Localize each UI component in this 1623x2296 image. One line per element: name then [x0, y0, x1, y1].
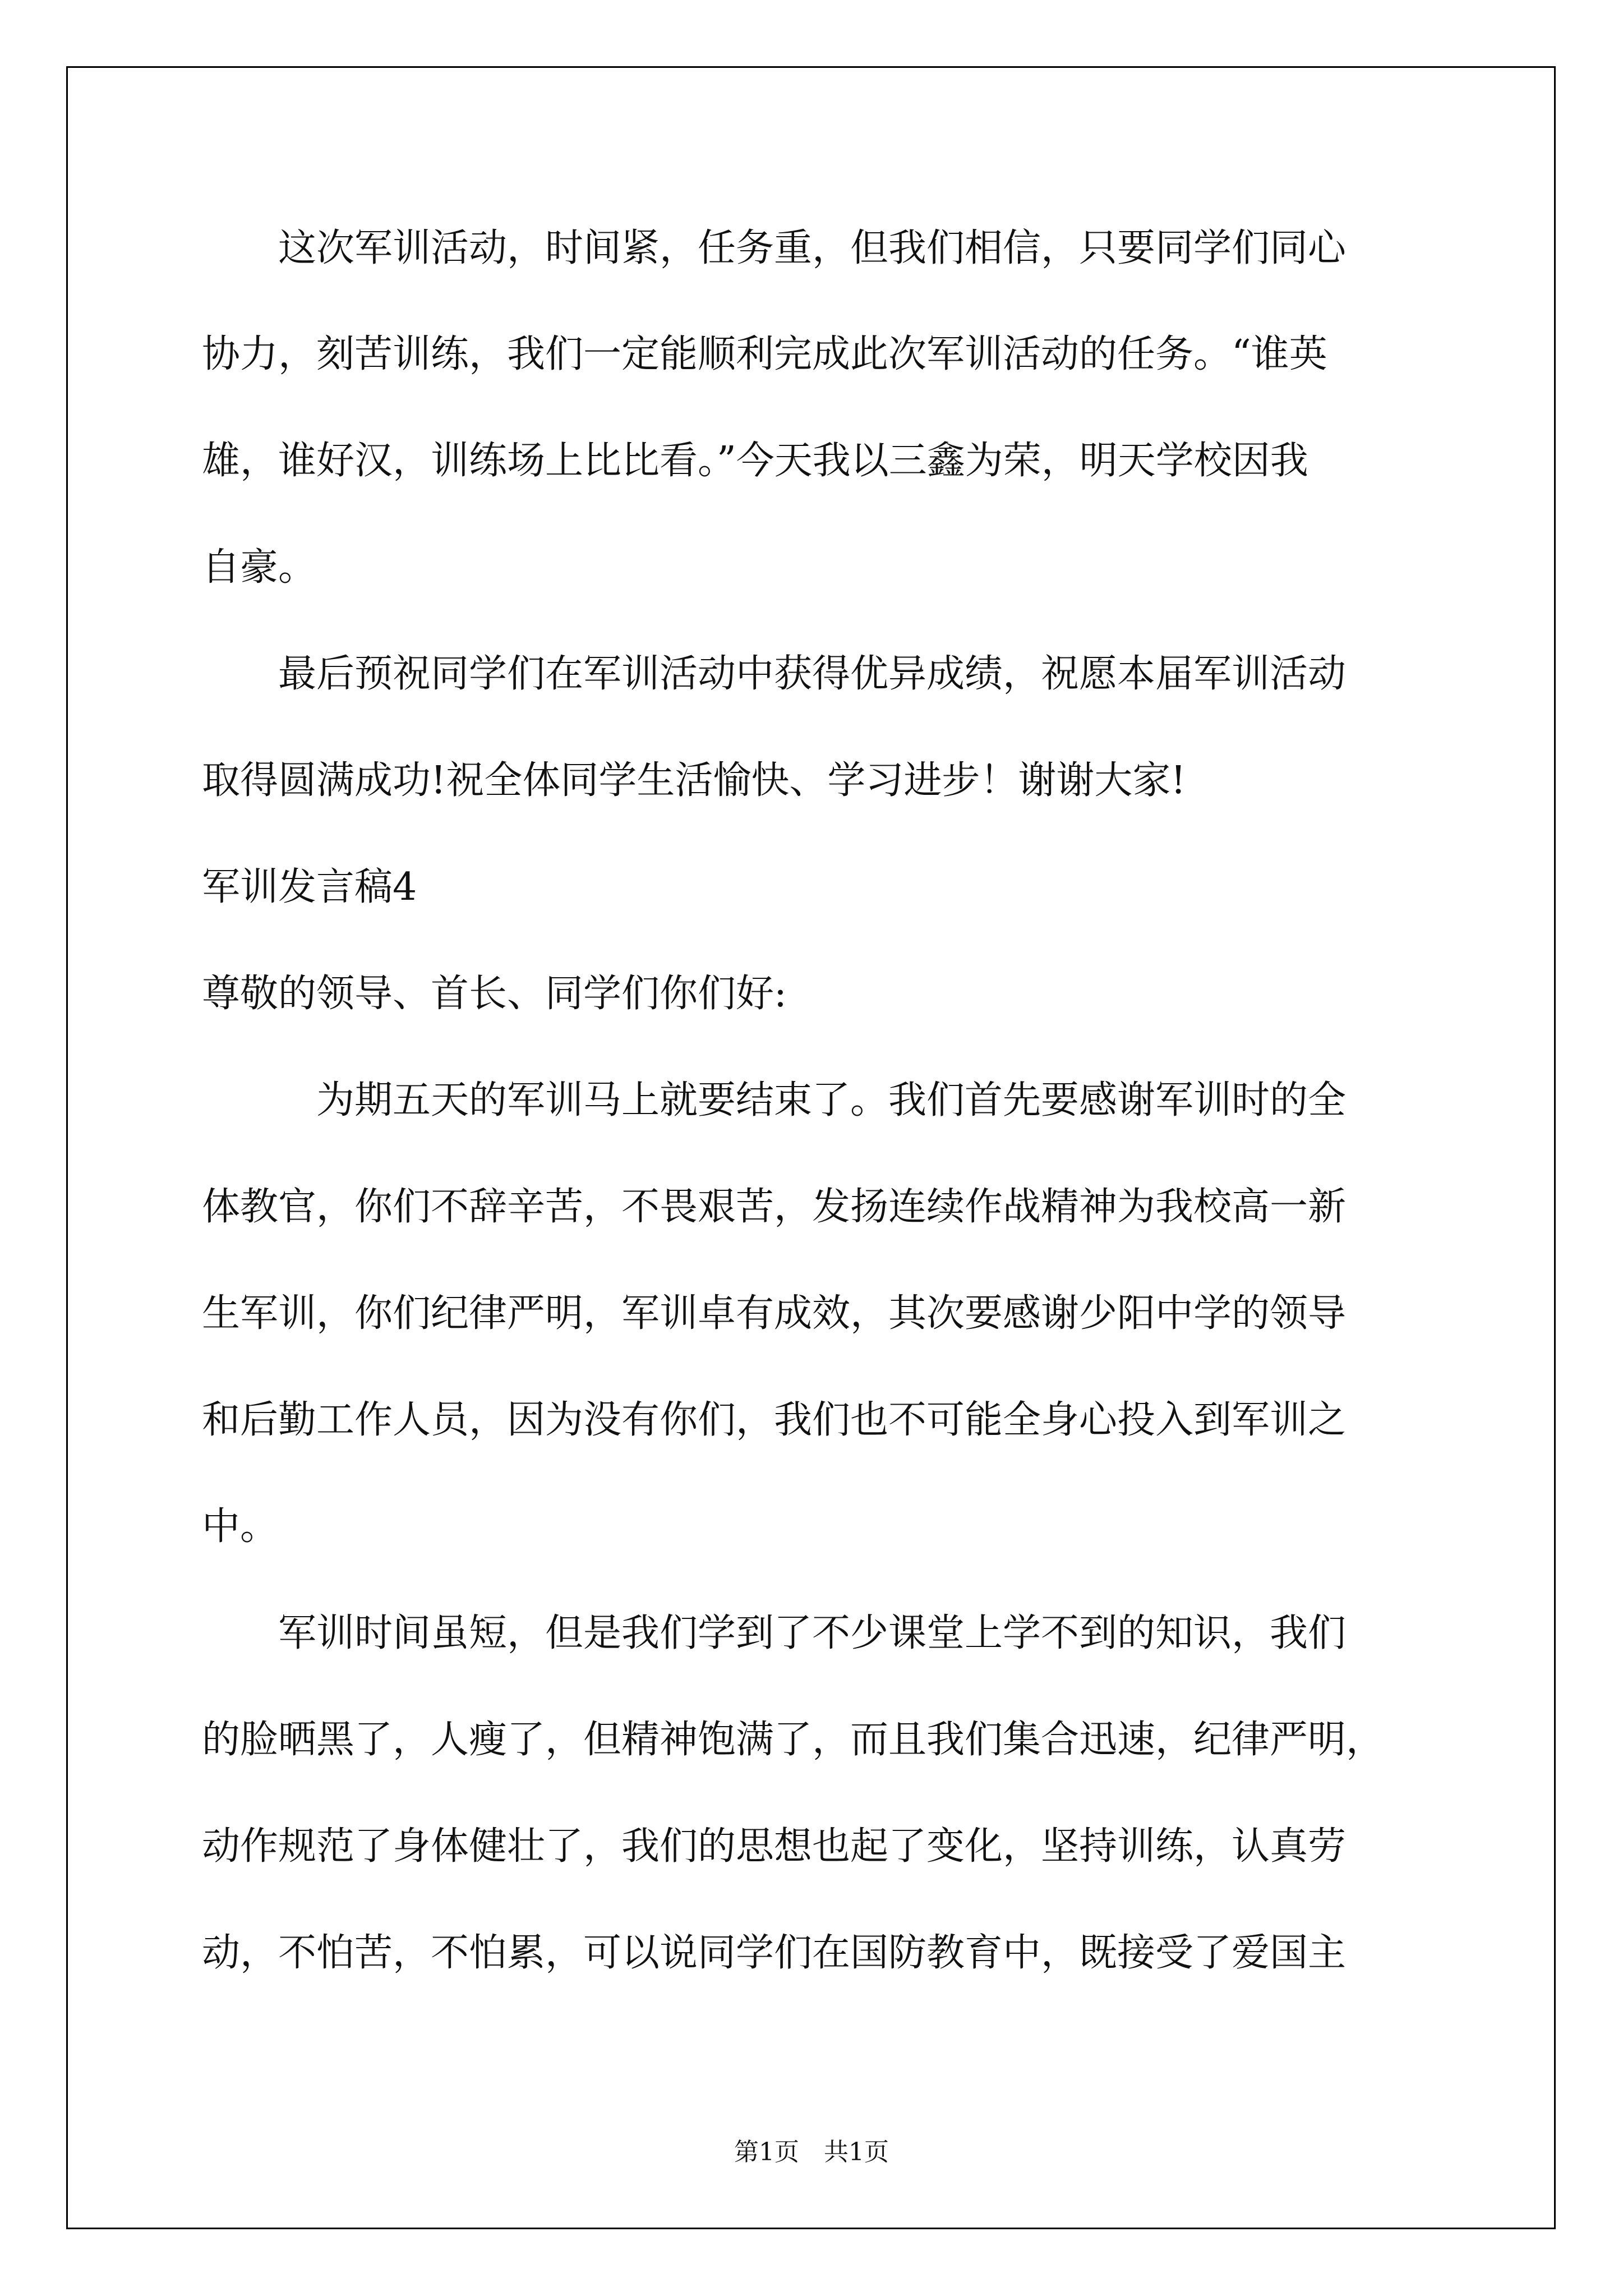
text-line: 的脸晒黑了，人瘦了，但精神饱满了，而且我们集合迅速，纪律严明，: [202, 1718, 1385, 1762]
text-line: 中。: [202, 1504, 279, 1549]
text-line: 体教官，你们不辞辛苦，不畏艰苦，发扬连续作战精神为我校高一新: [202, 1185, 1347, 1229]
text-line: 军训时间虽短，但是我们学到了不少课堂上学不到的知识，我们: [202, 1611, 1347, 1655]
section-heading: 军训发言稿4: [202, 865, 417, 909]
page-footer: 第1页 共1页: [734, 2138, 889, 2166]
text-line: 生军训，你们纪律严明，军训卓有成效，其次要感谢少阳中学的领导: [202, 1291, 1347, 1336]
text-line: 和后勤工作人员，因为没有你们，我们也不可能全身心投入到军训之: [202, 1398, 1347, 1442]
text-line: 为期五天的军训马上就要结束了。我们首先要感谢军训时的全: [202, 1078, 1347, 1122]
page-border: [66, 66, 1556, 2229]
text-line: 最后预祝同学们在军训活动中获得优异成绩，祝愿本届军训活动: [202, 652, 1347, 696]
salutation: 尊敬的领导、首长、同学们你们好:: [202, 972, 787, 1016]
text-line: 动，不怕苦，不怕累，可以说同学们在国防教育中，既接受了爱国主: [202, 1931, 1347, 1975]
text-line: 取得圆满成功!祝全体同学生活愉快、学习进步！谢谢大家!: [202, 758, 1186, 803]
text-line: 协力，刻苦训练，我们一定能顺利完成此次军训活动的任务。“谁英: [202, 332, 1327, 376]
text-line: 动作规范了身体健壮了，我们的思想也起了变化，坚持训练，认真劳: [202, 1824, 1347, 1869]
text-line: 自豪。: [202, 545, 317, 590]
text-line: 雄，谁好汉，训练场上比比看。”今天我以三鑫为荣，明天学校因我: [202, 439, 1308, 483]
text-line: 这次军训活动，时间紧，任务重，但我们相信，只要同学们同心: [202, 226, 1347, 270]
